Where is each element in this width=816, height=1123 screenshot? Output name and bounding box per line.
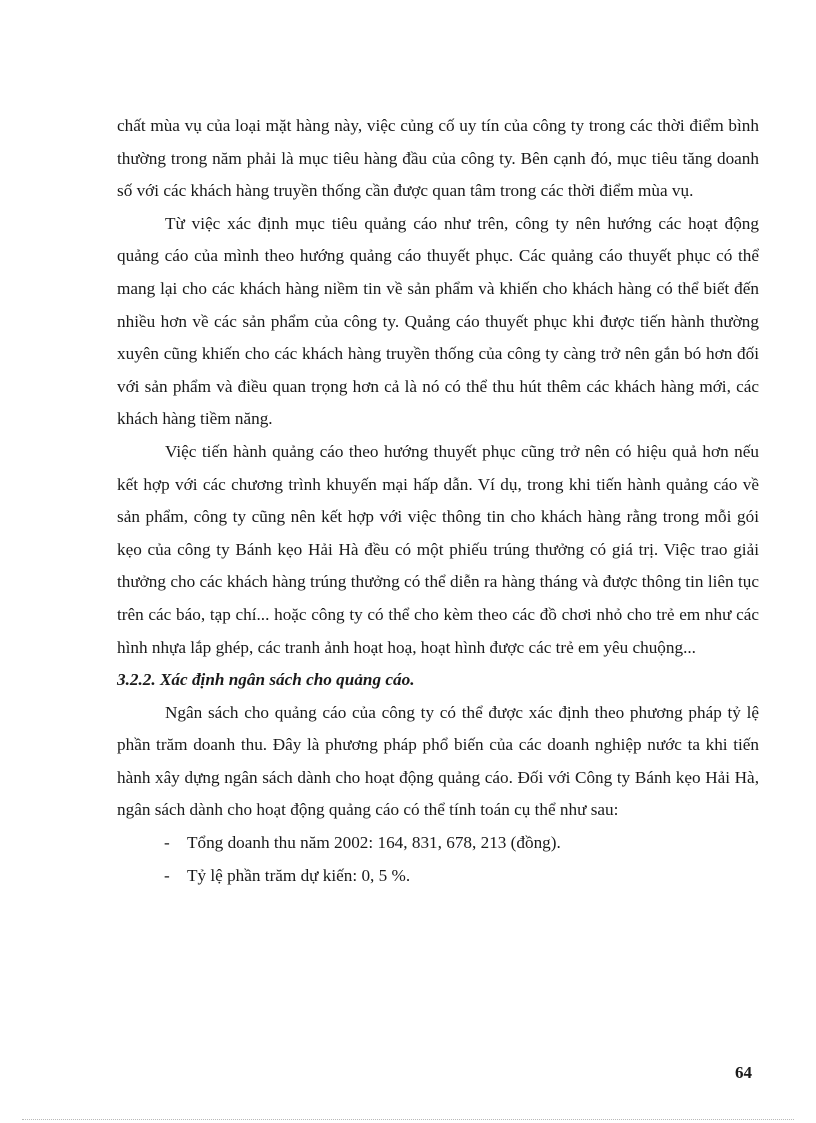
section-heading: 3.2.2. Xác định ngân sách cho quảng cáo.: [117, 670, 415, 690]
list-item: [117, 860, 759, 893]
list-item: [117, 827, 759, 860]
body-text: [117, 110, 759, 892]
paragraph-advertising-goals: Từ việc xác định mục tiêu quảng cáo như trên, công ty nên hướng các hoạt động quảng cáo của mình theo hướng quảng cáo thuyết phục. Các quảng cáo thuyết phục có thể mang lại cho các khách hàng niềm tin về sản phẩm và khiến cho khách hàng có thể biết đến nhiều hơn về các sản phẩm của công ty. Quảng cáo thuyết phục khi được tiến hành thường xuyên cũng khiến cho các khách hàng truyền thống của công ty càng trở nên gắn bó hơn đối với sản phẩm và điều quan trọng hơn cả là nó có thể thu hút thêm các khách hàng mới, các khách hàng tiềm năng.: [117, 213, 759, 429]
page-bottom-divider: [22, 1119, 794, 1120]
paragraph-continuation: chất mùa vụ của loại mặt hàng này, việc củng cố uy tín của công ty trong các thời điểm bình thường trong năm phải là mục tiêu hàng đầu của công ty. Bên cạnh đó, mục tiêu tăng doanh số với các khách hàng truyền thống cần được quan tâm trong các thời điểm mùa vụ.: [117, 116, 759, 201]
bullet-dash: -: [164, 865, 170, 885]
bullet-list: [117, 827, 759, 892]
paragraph-promotions: Việc tiến hành quảng cáo theo hướng thuyết phục cũng trở nên có hiệu quả hơn nếu kết hợp với các chương trình khuyến mại hấp dẫn. Ví dụ, trong khi tiến hành quảng cáo về sản phẩm, công ty cũng nên kết hợp với việc thông tin cho khách hàng rằng trong mỗi gói kẹo của công ty Bánh kẹo Hải Hà đều có một phiếu trúng thưởng có giá trị. Việc trao giải thưởng cho các khách hàng trúng thưởng có thể diễn ra hàng tháng và được thông tin liên tục trên các báo, tạp chí... hoặc công ty có thể cho kèm theo các đồ chơi nhỏ cho trẻ em như các hình nhựa lắp ghép, các tranh ảnh hoạt hoạ, hoạt hình được các trẻ em yêu chuộng...: [117, 441, 759, 657]
page-number: 64: [735, 1063, 752, 1082]
paragraph-budget: Ngân sách cho quảng cáo của công ty có thể được xác định theo phương pháp tỷ lệ phần trăm doanh thu. Đây là phương pháp phổ biến của các doanh nghiệp nước ta khi tiến hành xây dựng ngân sách dành cho hoạt động quảng cáo. Đối với Công ty Bánh kẹo Hải Hà, ngân sách dành cho hoạt động quảng cáo có thể tính toán cụ thể như sau:: [117, 702, 759, 820]
list-item-text: Tỷ lệ phần trăm dự kiến: 0, 5 %.: [187, 865, 411, 885]
list-item-text: Tổng doanh thu năm 2002: 164, 831, 678, 213 (đồng).: [187, 833, 561, 853]
bullet-dash: -: [164, 833, 170, 853]
